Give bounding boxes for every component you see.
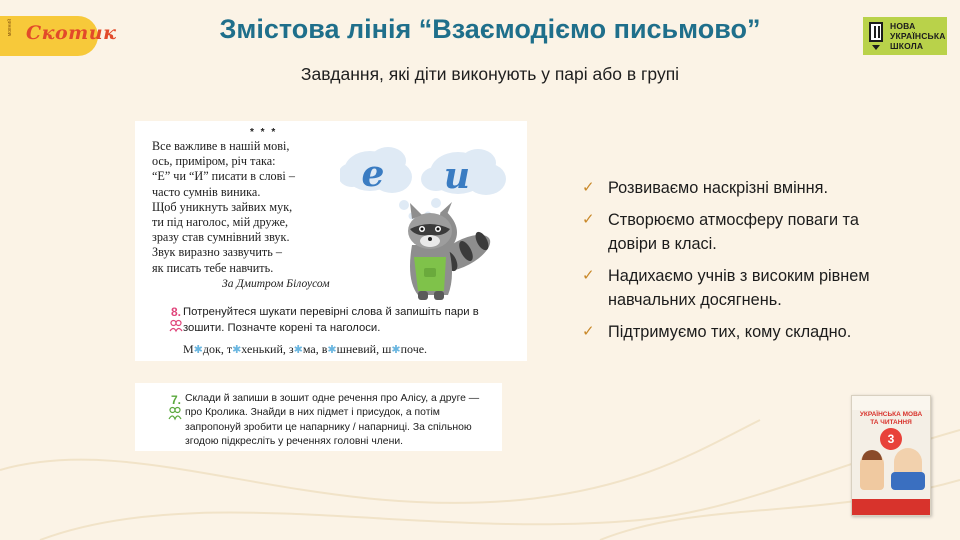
list-item-text: Надихаємо учнів з високим рівнем навчальних досягнень. — [608, 266, 870, 309]
poem-line: часто сумнів виника. — [152, 184, 261, 199]
nus-emblem-icon — [869, 22, 883, 42]
word-part: т — [226, 342, 233, 356]
word-part: ш — [382, 342, 392, 356]
word-part: док — [202, 342, 221, 356]
word-part: з — [288, 342, 294, 356]
exercise-text: Потренуйтеся шукати перевірні слова й запишіть пари в зошити. Позначте корені та наголоси. — [183, 306, 479, 334]
snowflake-icon: ✱ — [293, 344, 303, 356]
checkmark-icon: ✓ — [582, 266, 595, 284]
list-item-text: Створюємо атмосферу поваги та довіри в класі. — [608, 210, 859, 253]
exercise-card-poem — [135, 121, 527, 361]
poem-text — [152, 139, 362, 276]
brand-line-2: УКРАЇНСЬКА — [890, 31, 946, 41]
snowflake-icon: ✱ — [391, 344, 401, 356]
word-part: хенький — [241, 342, 283, 356]
list-item — [582, 320, 912, 345]
exercise-number: 8. — [171, 305, 182, 319]
brand-line-1: НОВА — [890, 21, 916, 31]
checkmark-icon: ✓ — [582, 210, 595, 228]
list-item-text: Підтримуємо тих, кому складно. — [608, 322, 852, 341]
word-part: М — [183, 342, 194, 356]
word-part: ма — [302, 342, 316, 356]
poem-stars: * * * — [250, 127, 278, 138]
logo-subtext: мовний — [7, 19, 13, 37]
list-item-text: Розвиваємо наскрізні вміння. — [608, 179, 829, 197]
poem-line: Звук виразно зазвучить – — [152, 245, 282, 260]
nus-brand-text — [890, 21, 946, 51]
list-item — [582, 264, 882, 313]
snowflake-icon: ✱ — [327, 344, 337, 356]
book-footer — [852, 499, 930, 515]
triangle-icon — [872, 45, 880, 50]
book-header — [852, 396, 930, 410]
pair-work-icon — [169, 319, 183, 333]
skotyk-logo — [0, 16, 117, 56]
poem-line: ти під наголос, мій друже, — [152, 215, 289, 230]
poem-line: “Е” чи “И” писати в слові – — [152, 169, 295, 184]
word-part: в — [321, 342, 328, 356]
poem-line: Все важливе в нашій мові, — [152, 139, 290, 153]
checkmark-icon: ✓ — [582, 179, 595, 196]
book-grade-badge: 3 — [880, 428, 902, 450]
snowflake-icon: ✱ — [232, 344, 242, 356]
letter-e: е — [361, 153, 385, 195]
benefits-list — [582, 176, 912, 351]
word-part: шневий — [336, 342, 377, 356]
book-title: УКРАЇНСЬКА МОВА ТА ЧИТАННЯ — [859, 411, 923, 426]
brand-line-3: ШКОЛА — [890, 41, 924, 51]
exercise-number: 7. — [171, 393, 182, 407]
exercise-card-sentence — [135, 383, 502, 451]
poem-line: Щоб уникнуть зайвих мук, — [152, 199, 293, 214]
checkmark-icon: ✓ — [582, 322, 595, 340]
exercise-text: Склади й запиши в зошит одне речення про Алісу, а друге — про Кролика. Знайди в них підмет і присудок, а потім запропонуй зробити це напарнику / напарниці. За спільною згодою підкресліть у реченнях головні члени. — [185, 393, 480, 448]
logo-text: Скотик — [26, 22, 117, 44]
book-child-image — [894, 448, 922, 490]
exercise-words: М✱док, т✱хенький, з✱ма, в✱шневий, ш✱поче. — [183, 342, 428, 356]
textbook-cover — [851, 395, 931, 516]
letter-y: и — [443, 155, 471, 197]
snowflake-icon: ✱ — [193, 344, 203, 356]
nus-logo — [863, 17, 947, 55]
poem-author: За Дмитром Білоусом — [222, 278, 330, 290]
page-subtitle: Завдання, які діти виконують у парі або в групі — [300, 64, 680, 84]
page-title: Змістова лінія “Взаємодіємо письмово” — [219, 14, 761, 44]
pair-work-icon — [168, 406, 182, 422]
poem-line: ось, приміром, річ така: — [152, 154, 276, 169]
list-item — [582, 208, 882, 257]
book-child-image — [860, 452, 884, 490]
list-item — [582, 176, 912, 201]
poem-line: зразу став сумнівний звук. — [152, 230, 290, 245]
poem-line: як писать тебе навчить. — [152, 260, 274, 275]
word-part: поче. — [400, 342, 428, 356]
